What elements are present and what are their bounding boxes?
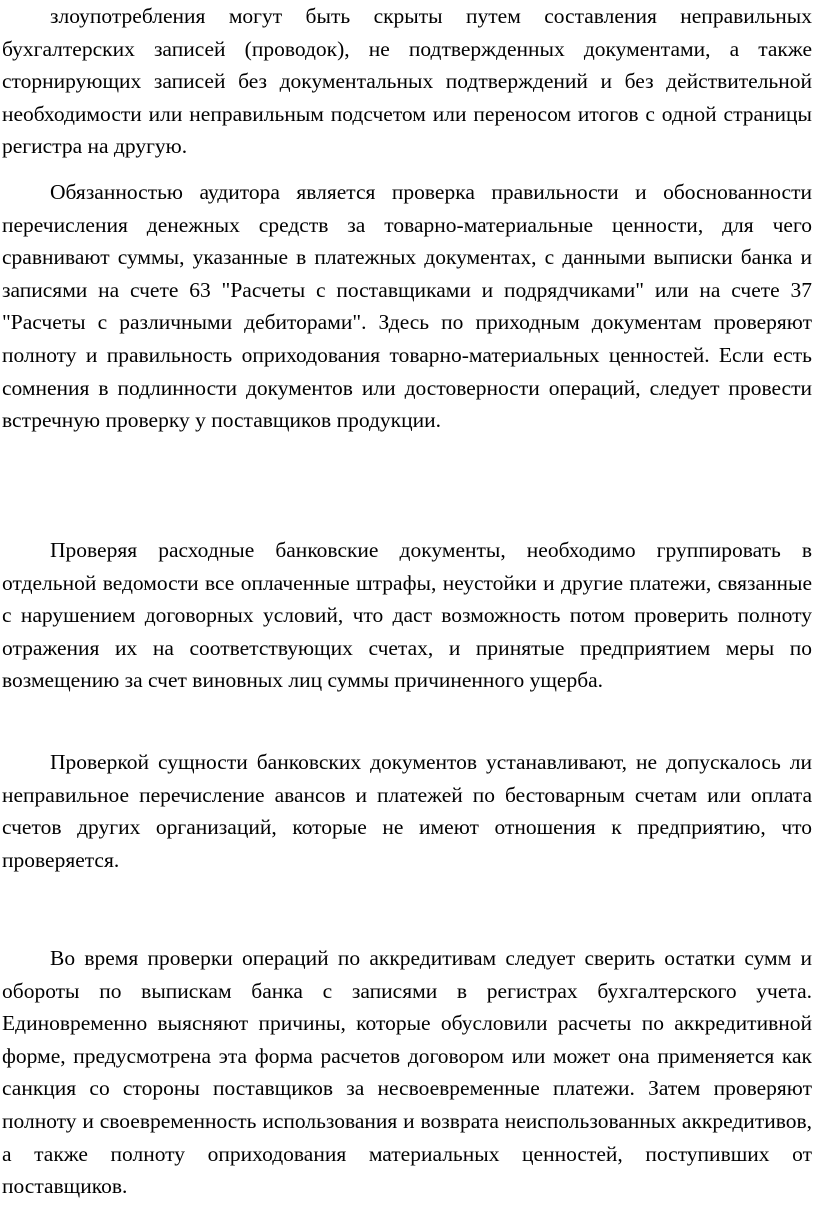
paragraph-3: Проверяя расходные банковские документы, необходимо группировать в отдельной ведомости все оплаченные штрафы, неустойки и другие платежи, связанные с нарушением договорных условий, что даст возможность потом проверить полноту отражения их на соответствующих счетах, и принятые предприятием меры по возмещению за счет виновных лиц суммы причиненного ущерба. [2, 538, 812, 693]
paragraph-1: злоупотребления могут быть скрыты путем составления неправильных бухгалтерских записей (проводок), не подтвержденных документами, а также сторнирующих записей без документальных подтверждений и без действительной необходимости или неправильным подсчетом или переносом итогов с одной страницы регистра на другую. [2, 4, 812, 159]
paragraph-5: Во время проверки операций по аккредитивам следует сверить остатки сумм и обороты по выпискам банка с записями в регистрах бухгалтерского учета. Единовременно выясняют причины, которые обусловили расчеты по аккредитивной форме, предусмотрена эта форма расчетов договором или может она применяется как санкция со стороны поставщиков за несвоевременные платежи. Затем проверяют полноту и своевременность использования и возврата неиспользованных аккредитивов, а также полноту оприходования материальных ценностей, поступивших от поставщиков. [2, 946, 812, 1199]
paragraph-2: Обязанностью аудитора является проверка правильности и обоснованности перечисления денежных средств за товарно-материальные ценности, для чего сравнивают суммы, указанные в платежных документах, с данными выписки банка и записями на счете 63 "Расчеты с поставщиками и подрядчиками" или на счете 37 "Расчеты с различными дебиторами". Здесь по приходным документам проверяют полноту и правильность оприходования товарно-материальных ценностей. Если есть сомнения в подлинности документов или достоверности операций, следует провести встречную проверку у поставщиков продукции. [2, 180, 812, 433]
paragraph-4: Проверкой сущности банковских документов устанавливают, не допускалось ли неправильное перечисление авансов и платежей по бестоварным счетам или оплата счетов других организаций, которые не имеют отношения к предприятию, что проверяется. [2, 750, 812, 872]
